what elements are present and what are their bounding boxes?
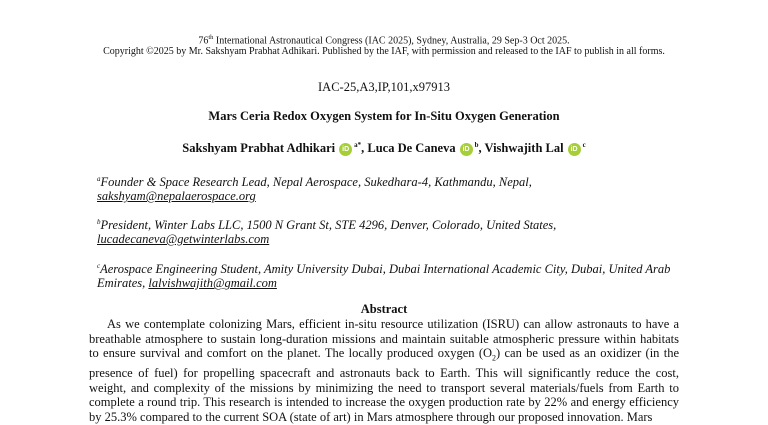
conference-line [0,34,768,46]
copyright-line: Copyright ©2025 by Mr. Sakshyam Prabhat Adhikari. Published by the IAF, with permission and released to the IAF to publish in all forms. [103,46,665,57]
conference-ordinal: th [208,34,214,41]
author-superscript: c [582,141,586,149]
author-list [0,141,768,156]
affiliation-text: Founder & Space Research Lead, Nepal Aerospace, Sukedhara-4, Kathmandu, Nepal, [100,175,532,190]
author-superscript: b [474,141,479,149]
orcid-icon[interactable]: iD [339,143,352,156]
author-separator: , [361,141,365,156]
email-link[interactable]: lucadecaneva@getwinterlabs.com [97,232,270,247]
affiliation-c [97,259,670,290]
affiliation-marker: b [97,218,101,226]
email-link[interactable]: lalvishwajith@gmail.com [148,276,277,291]
conference-details: International Astronautical Congress (IAC 2025), Sydney, Australia, 29 Sep-3 Oct 2025. [213,35,570,47]
author-separator: , [478,141,482,156]
abstract-body [89,317,679,425]
paper-id: IAC-25,A3,IP,101,x97913 [318,80,450,94]
affiliation-marker: a [97,175,101,183]
affiliation-text: Aerospace Engineering Student, Amity University Dubai, Dubai International Academic City, Dubai, United Arab [100,262,671,277]
author-name: Sakshyam Prabhat Adhikari [182,141,336,156]
paper-title: Mars Ceria Redox Oxygen System for In-Situ Oxygen Generation [208,109,560,123]
affiliation-b [97,215,556,246]
abstract-subscript: 2 [492,353,497,363]
abstract-heading: Abstract [360,302,408,316]
conference-number: 76 [198,35,209,47]
affiliation-text-cont: Emirates, [97,276,146,291]
affiliation-a [97,172,532,203]
affiliation-marker: c [97,262,101,270]
affiliation-text: President, Winter Labs LLC, 1500 N Grant St, STE 4296, Denver, Colorado, United States, [100,218,557,233]
orcid-icon[interactable]: iD [460,143,473,156]
author-name: Luca De Caneva [367,141,456,156]
author-superscript: a* [354,141,362,149]
email-link[interactable]: sakshyam@nepalaerospace.org [97,189,256,204]
abstract-text-1: As we contemplate colonizing Mars, efficient in-situ resource utilization (ISRU) can allow astronauts to have a breathable atmosphere to sustain long-duration missions and maintain suitable atmospheric pressure within habitats to ensure survival and comfort on the planet. The locally produced oxygen (O [89,317,679,361]
abstract-text-2: ) can be used as an oxidizer (in the presence of fuel) for propelling spacecraft and astronauts back to Earth. This will significantly reduce the cost, weight, and complexity of the missions by minimizing the need to transport several materials/fuels from Earth to complete a round trip. This research is intended to increase the oxygen production rate by 22% and energy efficiency by 25.3% compared to the current SOA (state of art) in Mars atmosphere through our proposed innovation. Mars [89,346,679,425]
author-name: Vishwajith Lal [484,141,564,156]
orcid-icon[interactable]: iD [568,143,581,156]
